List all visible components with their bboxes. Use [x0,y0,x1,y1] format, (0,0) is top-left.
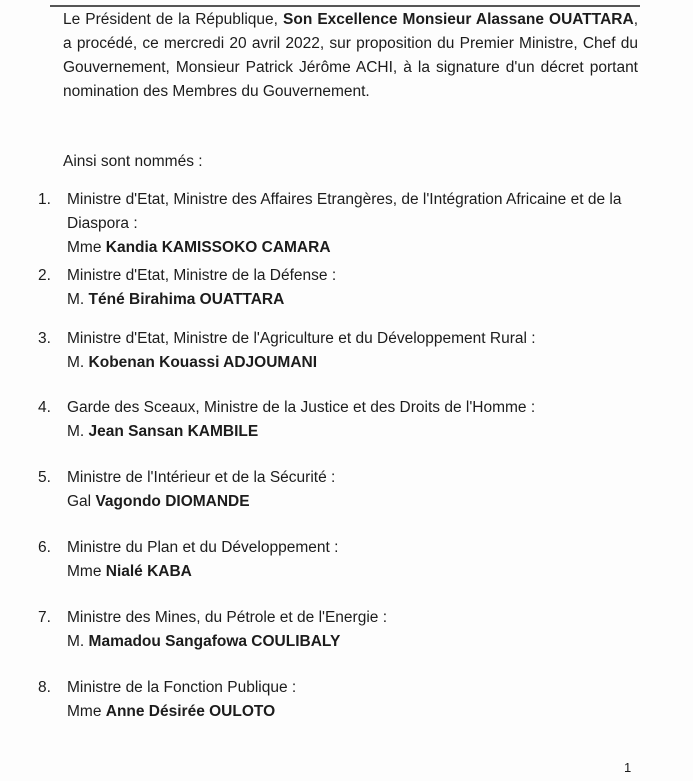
item-number: 4. [38,399,51,416]
intro-paragraph [63,8,638,104]
ministry-title: Ministre de la Fonction Publique : [67,679,297,696]
appointee [67,236,638,260]
item-number: 5. [38,469,51,486]
appointee-name: Kandia KAMISSOKO CAMARA [105,239,331,256]
civility: M. [67,291,89,308]
appointee [67,560,638,584]
intro-text: Le Président de la République, [63,11,284,28]
list-item [38,466,638,514]
ainsi-line: Ainsi sont nommés : [63,153,203,170]
appointee [67,490,638,514]
ministry-title: Ministre de l'Intérieur et de la Sécurité : [67,469,336,486]
appointee-name: Vagondo DIOMANDE [95,493,250,510]
header-rule [50,5,640,7]
appointee [67,420,638,444]
appointee-name: Kobenan Kouassi ADJOUMANI [88,354,318,371]
ministry-title: Ministre d'Etat, Ministre de la Défense : [67,267,337,284]
ministry-title: Ministre des Mines, du Pétrole et de l'Energie : [67,609,388,626]
ministry-title: Ministre d'Etat, Ministre de l'Agriculture et du Développement Rural : [67,330,536,347]
appointee-name: Anne Désirée OULOTO [105,703,276,720]
list-item [38,188,638,260]
appointee [67,351,638,375]
list-item [38,396,638,444]
civility: M. [67,633,89,650]
intro-text-cont: , a procédé, ce mercredi 20 avril 2022, sur proposition du Premier Ministre, Chef du Gouvernement, Monsieur Patrick Jérôme ACHI, à la signature d'un décret portant nomination des Membres du Gouvernement. [63,11,638,100]
item-number: 8. [38,679,51,696]
item-number: 2. [38,267,51,284]
appointee-name: Mamadou Sangafowa COULIBALY [88,633,341,650]
list-item [38,536,638,584]
appointee-name: Téné Birahima OUATTARA [88,291,285,308]
item-number: 7. [38,609,51,626]
civility: Mme [67,563,106,580]
list-item [38,606,638,654]
civility: M. [67,423,89,440]
item-number: 1. [38,191,51,208]
ministry-title: Garde des Sceaux, Ministre de la Justice et des Droits de l'Homme : [67,399,536,416]
civility: Gal [67,493,96,510]
appointee [67,630,638,654]
item-number: 6. [38,539,51,556]
ministry-title: Ministre du Plan et du Développement : [67,539,339,556]
president-name: Son Excellence Monsieur Alassane OUATTARA [283,11,634,28]
appointee-name: Nialé KABA [105,563,192,580]
list-item [38,264,638,312]
ministry-title: Ministre d'Etat, Ministre des Affaires Etrangères, de l'Intégration Africaine et de la Diaspora : [67,191,622,232]
list-item [38,327,638,375]
list-item [38,676,638,724]
page-number: 1 [624,760,632,775]
civility: Mme [67,239,106,256]
civility: M. [67,354,89,371]
item-number: 3. [38,330,51,347]
civility: Mme [67,703,106,720]
appointee [67,700,638,724]
appointee [67,288,638,312]
appointee-name: Jean Sansan KAMBILE [88,423,259,440]
